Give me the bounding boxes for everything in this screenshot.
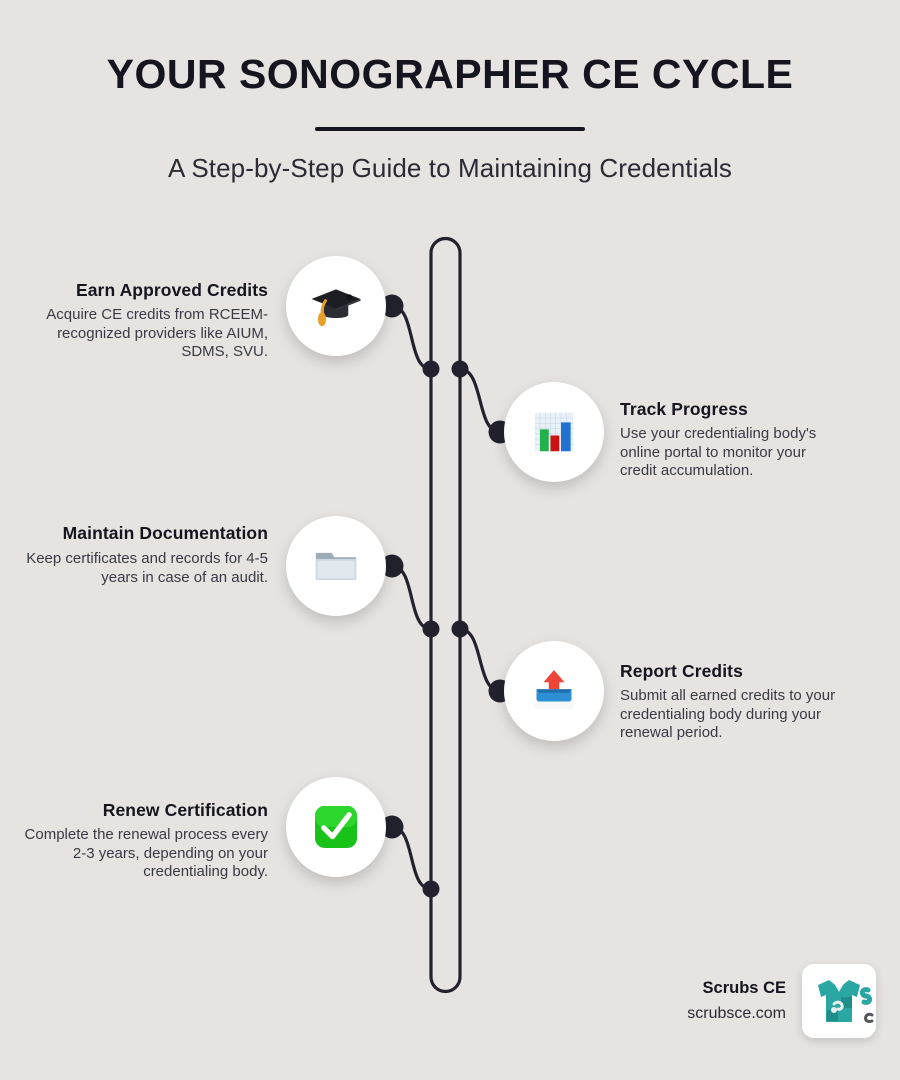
footer-text xyxy=(687,979,786,1023)
step-desc-1: Acquire CE credits from RCEEM-recognized providers like AIUM, SDMS, SVU. xyxy=(46,306,268,361)
rail-dot-4 xyxy=(452,621,469,638)
step-node-2[interactable] xyxy=(504,382,604,482)
step-text-5 xyxy=(14,800,268,882)
branch-line-4 xyxy=(460,629,500,691)
step-title-5: Renew Certification xyxy=(102,800,268,820)
step-title-1: Earn Approved Credits xyxy=(75,280,268,300)
brand-logo xyxy=(802,964,876,1038)
green-check-icon xyxy=(308,799,364,855)
rail-dot-5 xyxy=(423,881,440,898)
step-text-1 xyxy=(14,280,268,362)
branch-line-5 xyxy=(392,827,431,889)
step-node-1[interactable] xyxy=(286,256,386,356)
page-subtitle: A Step-by-Step Guide to Maintaining Credentials xyxy=(167,153,733,184)
rail-dot-1 xyxy=(423,361,440,378)
outbox-tray-icon xyxy=(526,663,582,719)
step-node-4[interactable] xyxy=(504,641,604,741)
bar-chart-icon xyxy=(526,404,582,460)
header xyxy=(0,52,900,184)
title-divider xyxy=(315,127,585,131)
brand-name: Scrubs CE xyxy=(702,979,786,997)
website-url: scrubsce.com xyxy=(687,1005,786,1022)
spine-pill-path xyxy=(431,239,460,992)
step-text-3 xyxy=(14,524,268,587)
rail-dot-3 xyxy=(423,621,440,638)
step-desc-5: Complete the renewal process every 2-3 years, depending on your credentialing body. xyxy=(24,826,268,881)
footer-branding xyxy=(687,964,876,1038)
step-desc-4: Submit all earned credits to your credentialing body during your renewal period. xyxy=(620,687,836,742)
step-node-3[interactable] xyxy=(286,516,386,616)
step-title-4: Report Credits xyxy=(620,661,743,681)
rail-dot-2 xyxy=(452,361,469,378)
step-text-4 xyxy=(620,661,840,743)
step-desc-3: Keep certificates and records for 4-5 years in case of an audit. xyxy=(26,549,268,586)
graduation-cap-icon xyxy=(308,278,364,334)
step-text-2 xyxy=(620,399,840,481)
scrubs-top-logo xyxy=(802,964,876,1038)
step-title-2: Track Progress xyxy=(620,399,748,419)
branch-line-1 xyxy=(392,306,431,369)
branch-line-2 xyxy=(460,369,500,432)
branch-line-3 xyxy=(392,566,431,629)
step-title-3: Maintain Documentation xyxy=(62,523,268,543)
step-desc-2: Use your credentialing body's online portal to monitor your credit accumulation. xyxy=(620,425,817,480)
step-node-5[interactable] xyxy=(286,777,386,877)
page-title: YOUR SONOGRAPHER CE CYCLE xyxy=(106,51,794,97)
folder-icon xyxy=(308,538,364,594)
